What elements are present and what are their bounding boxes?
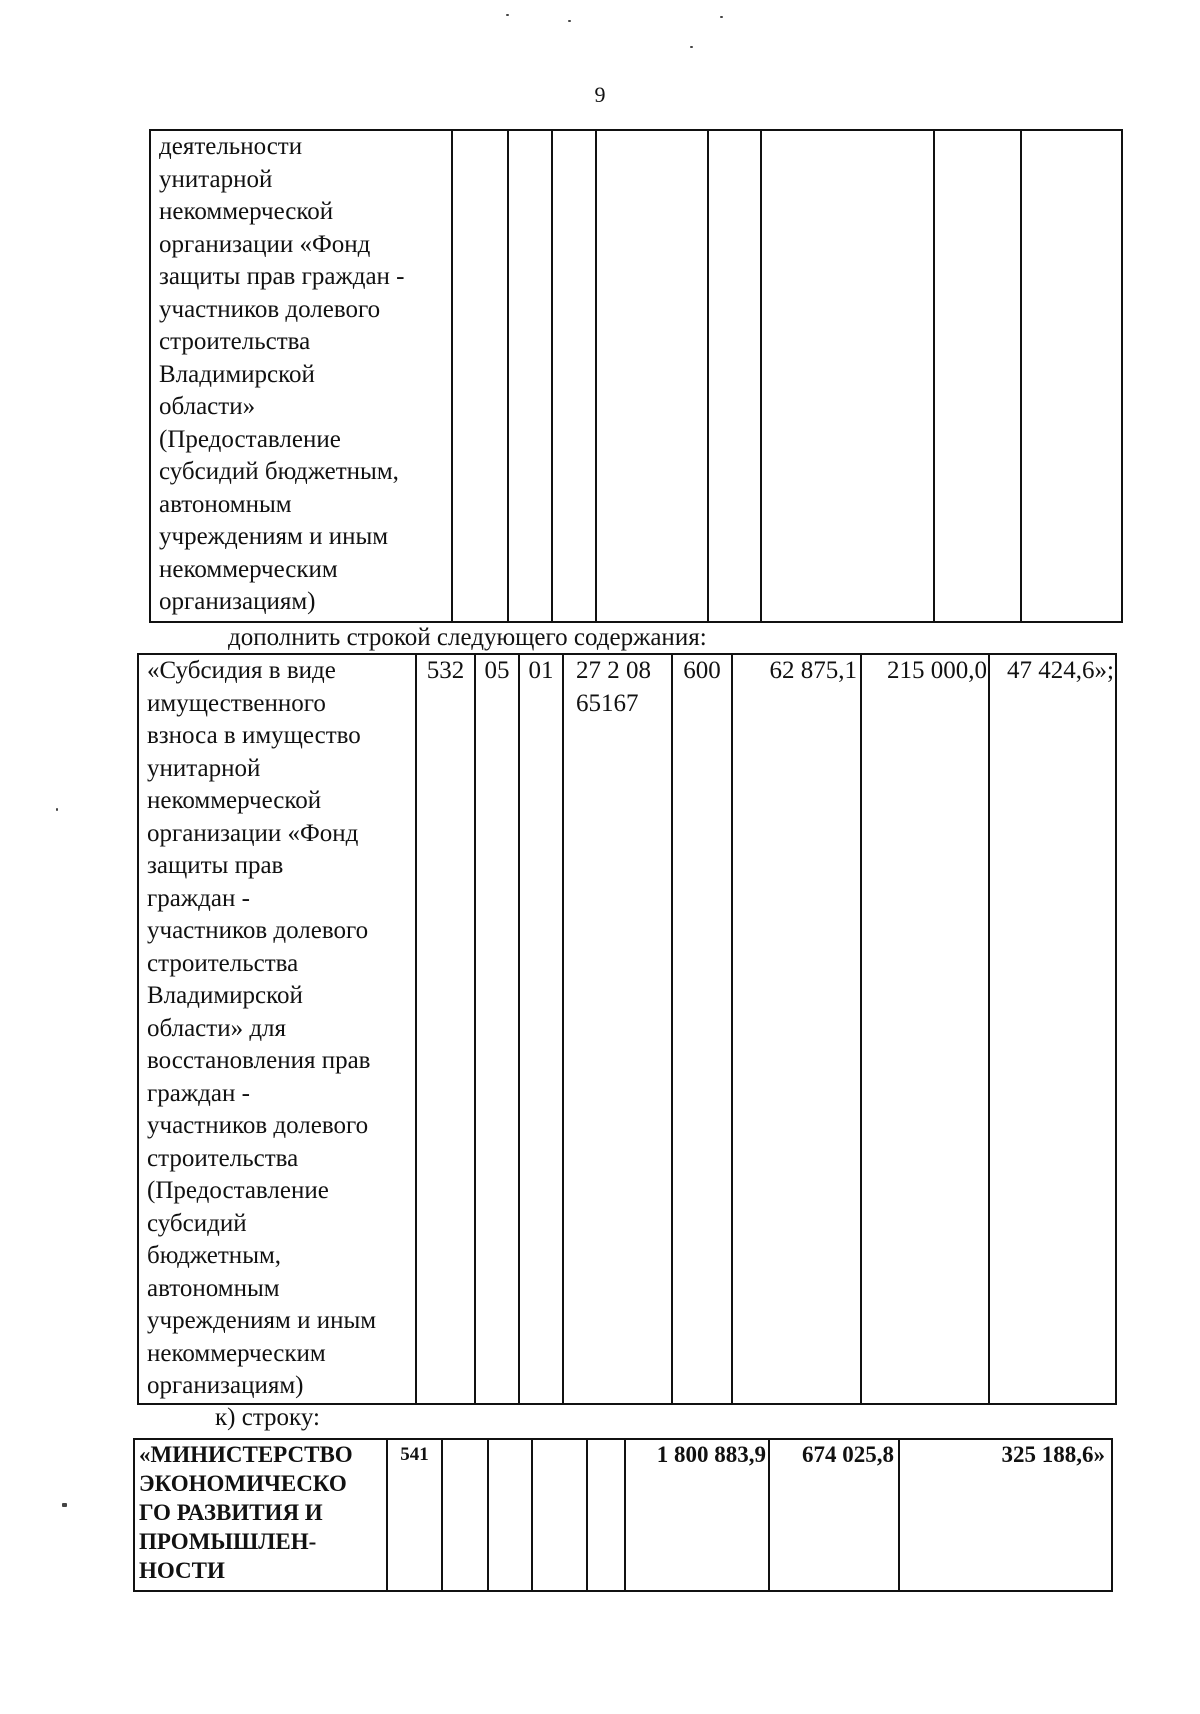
amount-1-cell (761, 130, 934, 622)
section-cell: 05 (475, 654, 519, 1404)
name-line: Владимирской (147, 982, 303, 1009)
amount-3-cell: 325 188,6» (899, 1439, 1112, 1591)
page-number: 9 (594, 82, 606, 107)
name-line: автономным (147, 1274, 280, 1302)
name-line: (Предоставление (159, 425, 341, 453)
amount-1-cell: 62 875,1 (732, 654, 861, 1404)
name-line: организациям) (159, 588, 316, 615)
name-line: организациям) (147, 1372, 304, 1399)
subsection-cell (552, 130, 596, 622)
section-cell (508, 130, 552, 622)
instruction-add-row: дополнить строкой следующего содержания: (228, 624, 707, 651)
name-line: унитарной (147, 754, 261, 782)
name-line: бюджетным, (147, 1242, 282, 1269)
expense-type-cell (708, 130, 761, 622)
table-row (138, 654, 1116, 1404)
name-line: восстановления прав (147, 1047, 371, 1074)
name-line: автономным (159, 490, 292, 518)
name-line: деятельности (159, 133, 303, 160)
table-new-row (137, 653, 1117, 1405)
name-line: унитарной (159, 165, 273, 193)
name-line: области» (159, 393, 256, 420)
scan-speck (506, 14, 509, 16)
name-line: учреждениям и иным (159, 523, 389, 550)
ministry-code-cell (452, 130, 508, 622)
row-name-cell (134, 1439, 387, 1591)
name-line: строительства (147, 949, 299, 977)
amount-3-cell (1021, 130, 1122, 622)
target-article-cell (596, 130, 708, 622)
name-line: некоммерческой (159, 198, 334, 225)
target-article-cell: 27 2 08 65167 (563, 654, 672, 1404)
name-line: участников долевого (159, 295, 381, 323)
name-line: ЭКОНОМИЧЕСКО (139, 1471, 347, 1496)
scan-speck (62, 1503, 67, 1507)
scan-speck (690, 46, 693, 48)
name-line: учреждениям и иным (147, 1307, 377, 1334)
name-line: «Субсидия в виде (147, 657, 336, 684)
name-line: граждан - (147, 1079, 250, 1107)
name-line: организации «Фонд (147, 819, 359, 847)
scan-speck (56, 808, 58, 811)
amount-1-cell: 1 800 883,9 (625, 1439, 769, 1591)
name-line: Владимирской (159, 360, 315, 388)
name-line: НОСТИ (139, 1558, 225, 1583)
table-row (134, 1439, 1112, 1591)
name-line: участников долевого (147, 917, 369, 944)
amount-3-cell: 47 424,6»; (989, 654, 1116, 1404)
name-lines (147, 655, 412, 1403)
name-line: области» для (147, 1014, 287, 1042)
expense-type-cell: 600 (672, 654, 732, 1404)
name-line: ГО РАЗВИТИЯ И (139, 1500, 323, 1525)
amount-2-cell: 674 025,8 (769, 1439, 899, 1591)
name-line: имущественного (147, 689, 326, 717)
name-lines (139, 1440, 383, 1585)
table-row (150, 130, 1122, 622)
name-line: граждан - (147, 884, 250, 912)
name-line: некоммерческой (147, 787, 322, 814)
scan-speck (568, 20, 571, 22)
target-article-cell (532, 1439, 587, 1591)
section-cell (442, 1439, 488, 1591)
expense-type-cell (587, 1439, 625, 1591)
name-line: некоммерческим (159, 555, 338, 583)
name-line: взноса в имущество (147, 722, 361, 749)
name-line: защиты прав граждан - (159, 263, 405, 290)
name-line: «МИНИСТЕРСТВО (139, 1442, 353, 1467)
row-name-cell (150, 130, 452, 622)
name-lines (159, 131, 448, 619)
name-line: строительства (147, 1144, 299, 1172)
table-continuation (149, 129, 1123, 623)
scan-speck (720, 16, 723, 18)
name-line: строительства (159, 328, 311, 355)
name-line: субсидий бюджетным, (159, 458, 399, 485)
subsection-cell: 01 (519, 654, 563, 1404)
amount-2-cell (934, 130, 1021, 622)
name-line: ПРОМЫШЛЕН- (139, 1529, 317, 1554)
name-line: некоммерческим (147, 1339, 326, 1367)
name-line: организации «Фонд (159, 230, 371, 258)
ministry-code-cell: 541 (387, 1439, 442, 1591)
subsection-cell (488, 1439, 532, 1591)
table-ministry-row (133, 1438, 1113, 1592)
name-line: (Предоставление (147, 1177, 329, 1204)
amount-2-cell: 215 000,0 (861, 654, 989, 1404)
ministry-code-cell: 532 (416, 654, 475, 1404)
row-name-cell (138, 654, 416, 1404)
name-line: защиты прав (147, 852, 284, 879)
name-line: субсидий (147, 1209, 247, 1237)
instruction-row-k: к) строку: (215, 1404, 320, 1431)
name-line: участников долевого (147, 1112, 369, 1139)
